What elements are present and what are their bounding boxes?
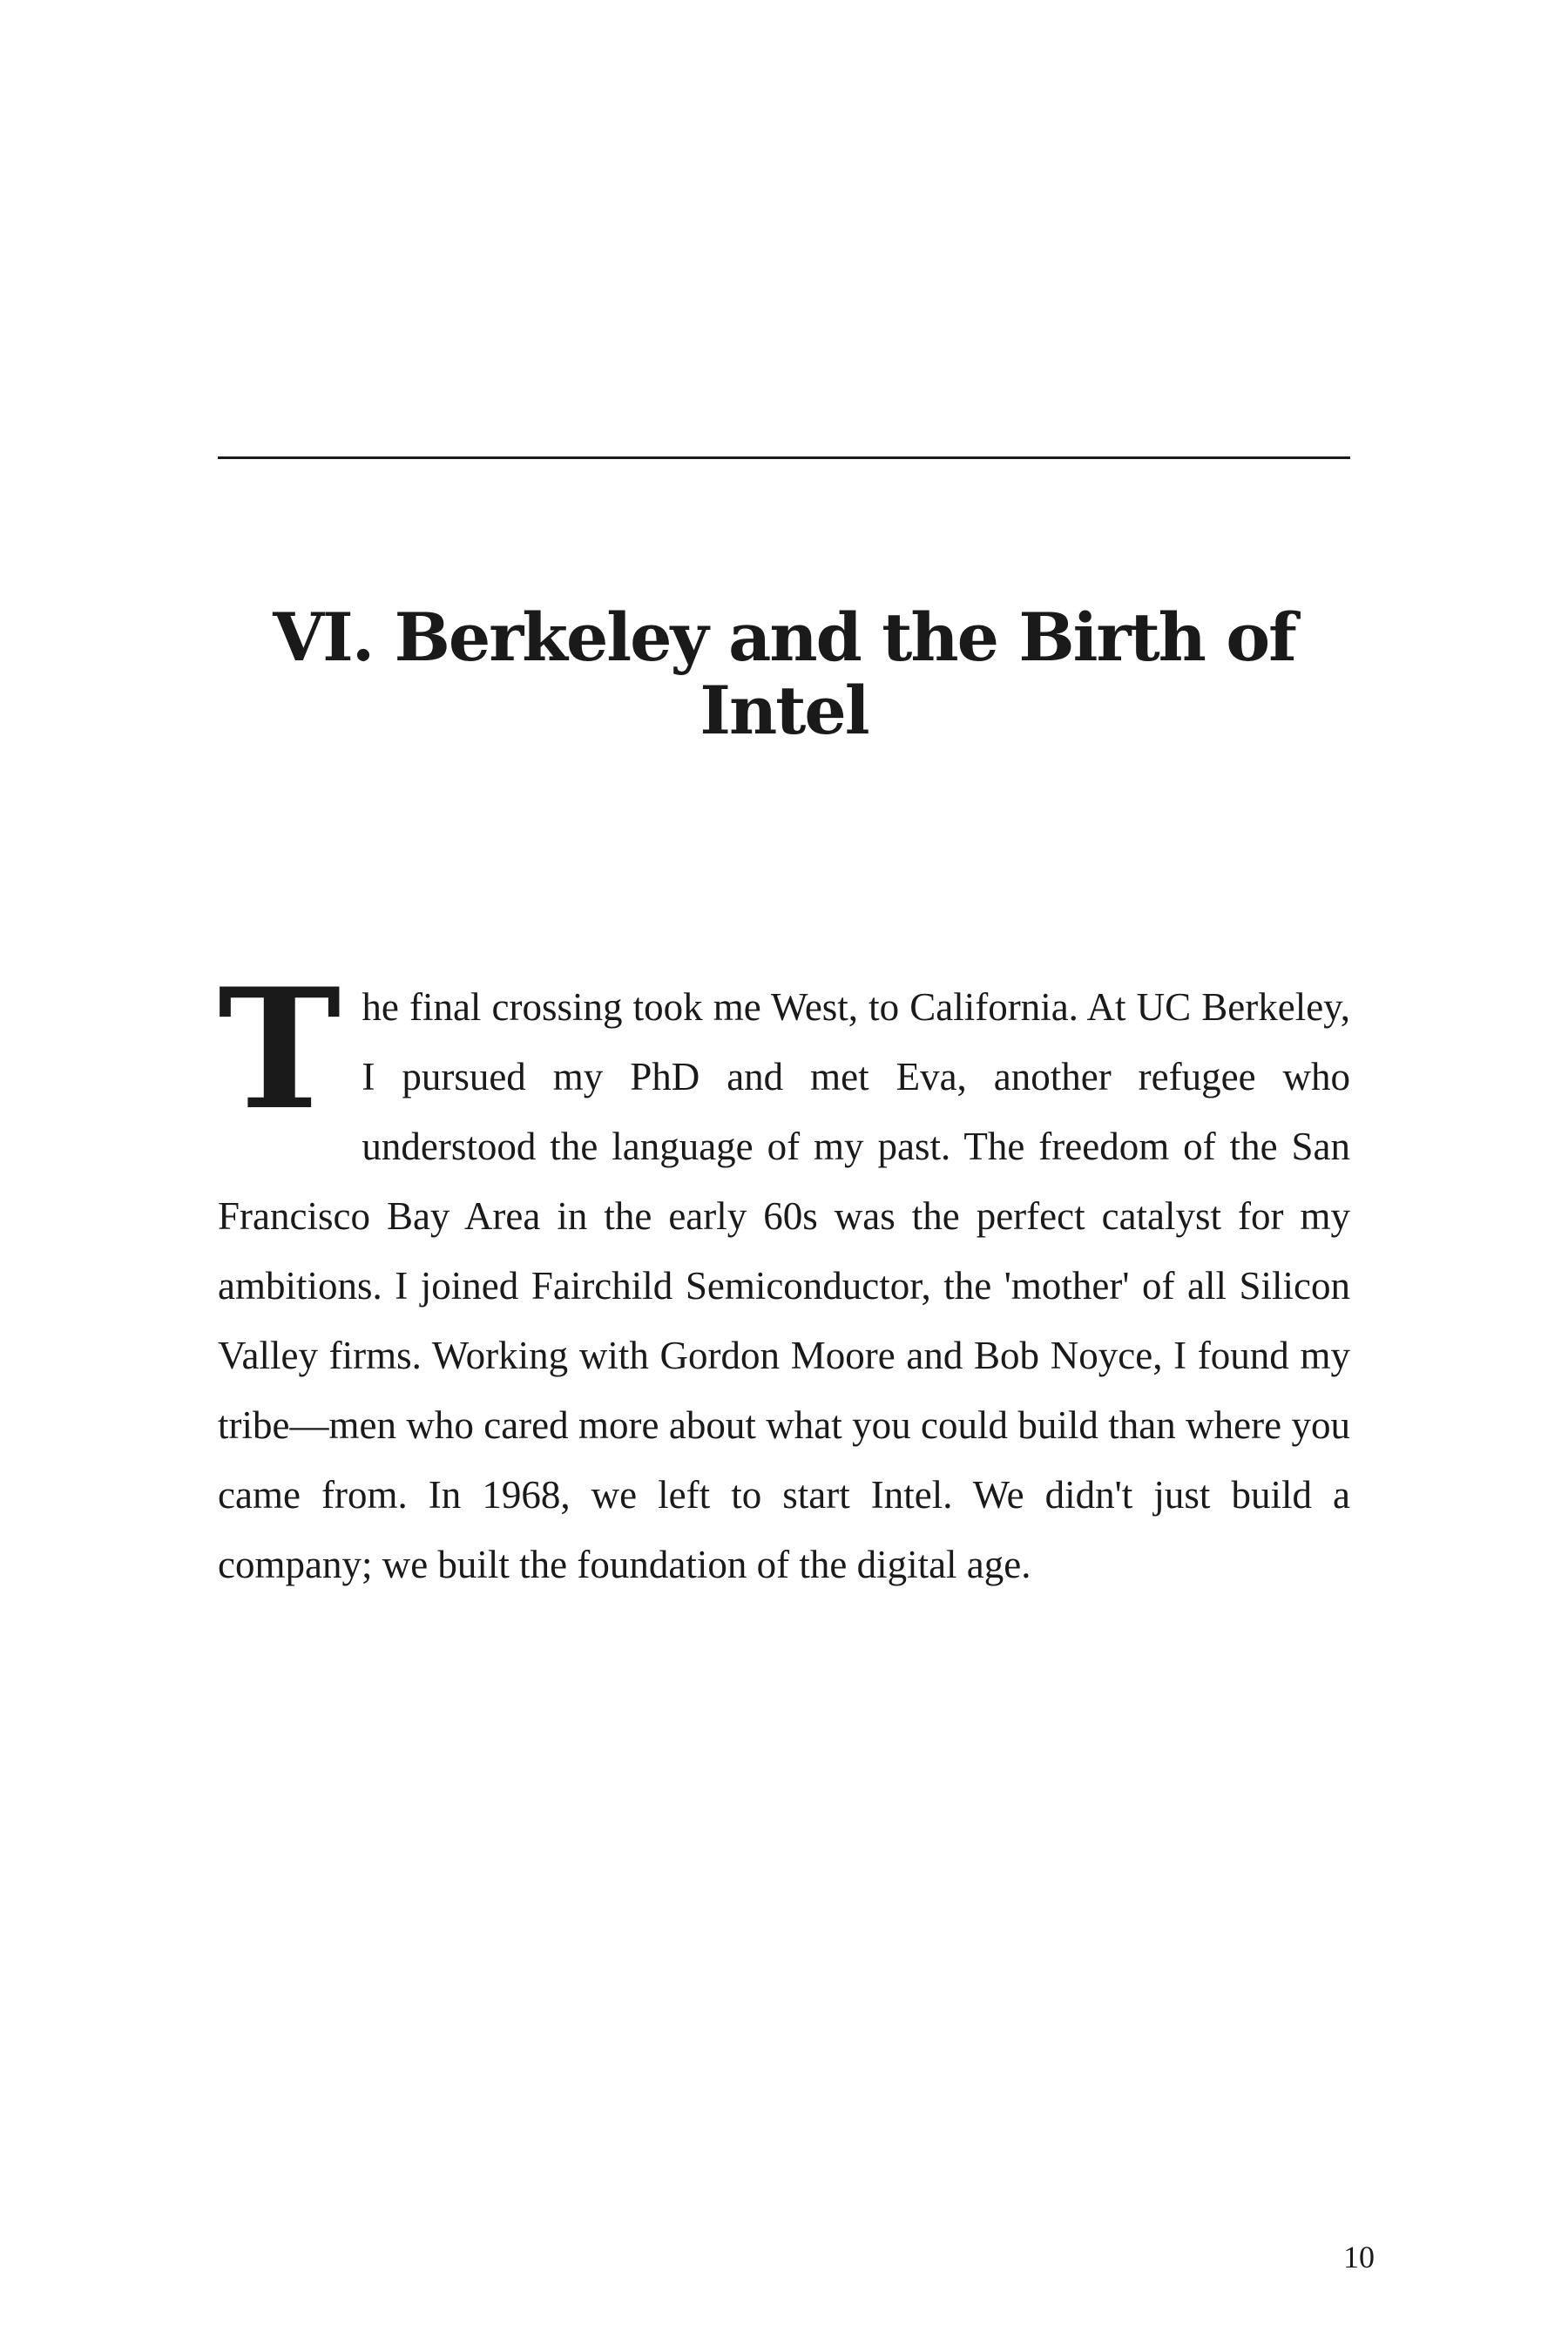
page-number: 10 — [1343, 2240, 1375, 2274]
chapter-body-paragraph — [218, 952, 1350, 1599]
chapter-divider — [218, 456, 1350, 459]
drop-cap: T — [218, 952, 341, 1146]
paragraph-text: he final crossing took me West, to California. At UC Berkeley, I pursued my PhD and met Eva, another refugee who understood the language of my past. The freedom of the San Francisco Bay Area in the early 60s was the perfect catalyst for my ambitions. I joined Fairchild Semiconductor, the 'mother' of all Silicon Valley firms. Working with Gordon Moore and Bob Noyce, I found my tribe—men who cared more about what you could build than where you came from. In 1968, we left to start Intel. We didn't just build a company; we built the foundation of the digital age. — [218, 985, 1350, 1586]
chapter-title: VI. Berkeley and the Birth of Intel — [273, 598, 1295, 749]
